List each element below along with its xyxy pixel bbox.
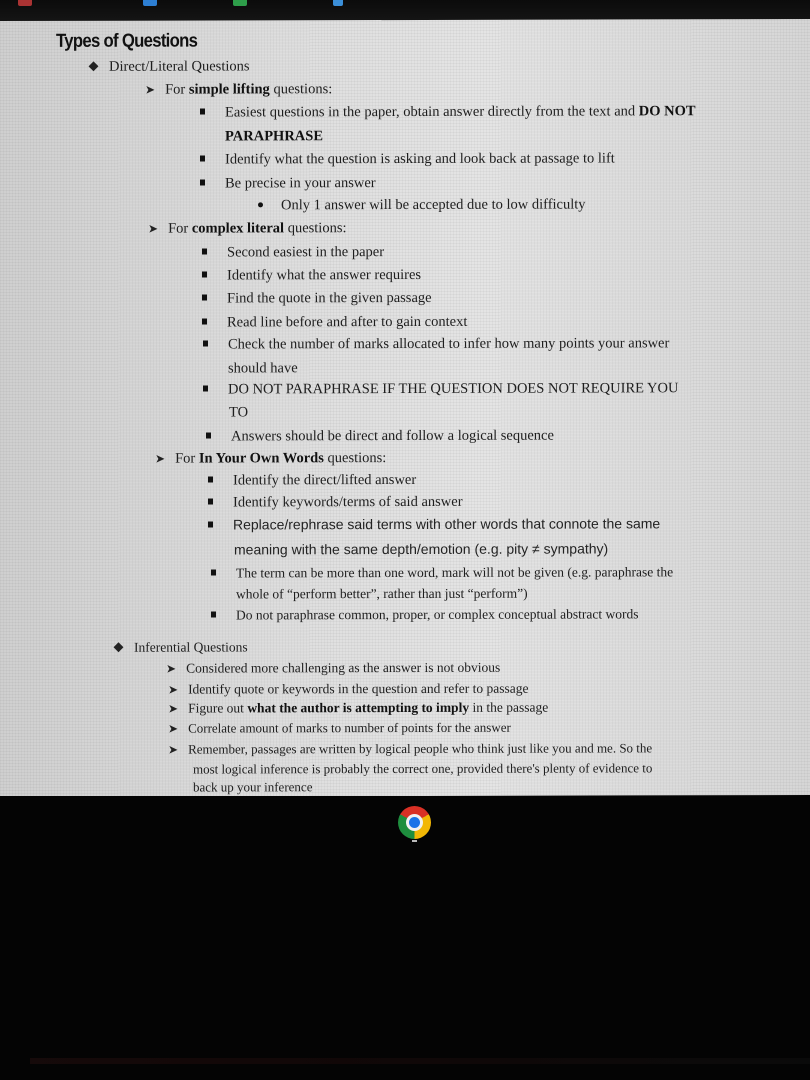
section-heading-direct-literal <box>90 58 250 75</box>
list-item <box>206 428 554 446</box>
list-item <box>202 314 467 332</box>
arrow-bullet-icon: ➤ <box>168 701 179 716</box>
list-item <box>208 472 416 490</box>
subsection-heading-simple-lifting <box>145 81 332 98</box>
prefix-text: For <box>168 220 192 237</box>
app-icon-red[interactable] <box>18 0 32 6</box>
document-title: Types of Questions <box>56 30 198 52</box>
prefix-text: For <box>175 450 199 467</box>
list-item <box>168 681 528 698</box>
arrow-bullet-icon: ➤ <box>168 742 179 757</box>
list-item <box>200 150 615 168</box>
item-text: should have <box>228 360 298 377</box>
dot-bullet-icon <box>258 202 263 207</box>
item-text: most logical inference is probably the correct one, provided there's plenty of evidence to <box>193 760 653 777</box>
prefix-text: Figure out <box>188 700 248 716</box>
suffix-text: questions: <box>269 81 333 98</box>
app-icon-green[interactable] <box>233 0 247 6</box>
list-item <box>211 564 673 581</box>
item-text: The term can be more than one word, mark will not be given (e.g. paraphrase the <box>236 564 674 581</box>
app-icon-lightblue[interactable] <box>333 0 343 6</box>
list-item-continuation <box>234 540 608 557</box>
item-text: Correlate amount of marks to number of points for the answer <box>188 719 511 736</box>
list-item <box>168 700 548 717</box>
list-item <box>168 720 511 737</box>
document-page <box>0 19 810 797</box>
prefix-text: For <box>165 81 189 98</box>
square-bullet-icon <box>208 499 213 505</box>
item-bold-text: PARAPHRASE <box>225 128 324 145</box>
item-text: Do not paraphrase common, proper, or complex conceptual abstract words <box>236 606 639 623</box>
list-item-continuation <box>193 779 312 795</box>
square-bullet-icon <box>211 611 216 617</box>
chrome-icon-core <box>409 817 420 828</box>
section-heading-inferential <box>115 639 248 655</box>
square-bullet-icon <box>202 295 207 301</box>
list-item <box>211 606 638 623</box>
square-bullet-icon <box>208 477 213 483</box>
item-text: Identify what the answer requires <box>227 266 422 284</box>
item-text: Identify what the question is asking and look back at passage to lift <box>225 150 615 168</box>
list-item <box>202 290 432 308</box>
arrow-bullet-icon: ➤ <box>145 82 156 97</box>
square-bullet-icon <box>202 272 207 278</box>
item-text: Remember, passages are written by logical people who think just like you and me. So the <box>188 740 653 757</box>
square-bullet-icon <box>206 433 211 439</box>
square-bullet-icon <box>200 180 205 186</box>
list-item <box>166 660 500 677</box>
square-bullet-icon <box>200 156 205 162</box>
item-text: whole of “perform better”, rather than just “perform”) <box>236 585 528 602</box>
suffix-text: questions: <box>284 220 347 237</box>
item-text: Find the quote in the given passage <box>227 289 432 307</box>
list-item <box>200 103 696 121</box>
bezel-reflection <box>30 1058 810 1064</box>
list-item <box>203 380 678 398</box>
subsection-heading-complex-literal <box>148 220 347 238</box>
list-item-continuation <box>228 360 298 377</box>
section-heading-text: Inferential Questions <box>134 639 248 655</box>
square-bullet-icon <box>211 569 216 575</box>
item-text: Identify the direct/lifted answer <box>233 471 417 489</box>
section-heading-text: Direct/Literal Questions <box>109 58 250 75</box>
item-text: Answers should be direct and follow a logical sequence <box>231 427 554 445</box>
square-bullet-icon <box>202 319 207 325</box>
sub-list-item <box>258 197 586 215</box>
list-item <box>208 515 660 532</box>
item-text: Considered more challenging as the answer is not obvious <box>186 659 501 676</box>
diamond-bullet-icon <box>89 61 99 71</box>
item-text: Second easiest in the paper <box>227 244 385 261</box>
list-item <box>200 175 376 192</box>
list-item-continuation <box>229 404 248 421</box>
list-item <box>202 244 384 261</box>
list-item-continuation <box>236 586 528 603</box>
item-text: TO <box>229 404 249 421</box>
item-text: Be precise in your answer <box>225 175 376 192</box>
bold-text: simple lifting <box>188 81 270 98</box>
desktop-background <box>0 796 810 1080</box>
item-text: DO NOT PARAPHRASE IF THE QUESTION DOES NOT REQUIRE YOU <box>228 380 679 398</box>
square-bullet-icon <box>200 109 205 115</box>
item-text: Replace/rephrase said terms with other words that connote the same <box>233 515 661 533</box>
square-bullet-icon <box>202 249 207 255</box>
list-item-continuation <box>193 760 652 777</box>
suffix-text: in the passage <box>469 699 549 715</box>
item-text: back up your inference <box>193 779 313 795</box>
item-text: Only 1 answer will be accepted due to low difficulty <box>281 196 586 214</box>
item-text: Easiest questions in the paper, obtain answer directly from the text and <box>225 103 639 121</box>
diamond-bullet-icon <box>114 642 124 652</box>
arrow-bullet-icon: ➤ <box>148 221 159 236</box>
bold-text: complex literal <box>191 220 285 237</box>
item-bold-text: DO NOT <box>638 103 696 120</box>
suffix-text: questions: <box>323 450 387 467</box>
square-bullet-icon <box>203 341 208 347</box>
arrow-bullet-icon: ➤ <box>155 451 166 466</box>
bold-text: what the author is attempting to imply <box>247 699 470 716</box>
square-bullet-icon <box>208 522 213 528</box>
item-text: Read line before and after to gain context <box>227 313 468 331</box>
arrow-bullet-icon: ➤ <box>166 661 177 676</box>
list-item <box>208 494 463 512</box>
item-text: Identify quote or keywords in the question and refer to passage <box>188 680 529 697</box>
list-item-continuation <box>225 128 323 145</box>
item-text: meaning with the same depth/emotion (e.g. pity ≠ sympathy) <box>234 540 609 558</box>
running-app-indicator <box>412 840 417 842</box>
square-bullet-icon <box>203 386 208 392</box>
item-text: Identify keywords/terms of said answer <box>233 493 463 511</box>
arrow-bullet-icon: ➤ <box>168 682 179 697</box>
subsection-heading-in-your-own-words <box>155 450 386 468</box>
bold-text: In Your Own Words <box>198 450 324 467</box>
list-item <box>203 335 669 353</box>
list-item <box>202 267 421 285</box>
item-text: Check the number of marks allocated to infer how many points your answer <box>228 335 670 353</box>
list-item <box>168 740 652 757</box>
chrome-icon[interactable] <box>398 806 431 839</box>
arrow-bullet-icon: ➤ <box>168 721 179 736</box>
app-icon-blue[interactable] <box>143 0 157 6</box>
